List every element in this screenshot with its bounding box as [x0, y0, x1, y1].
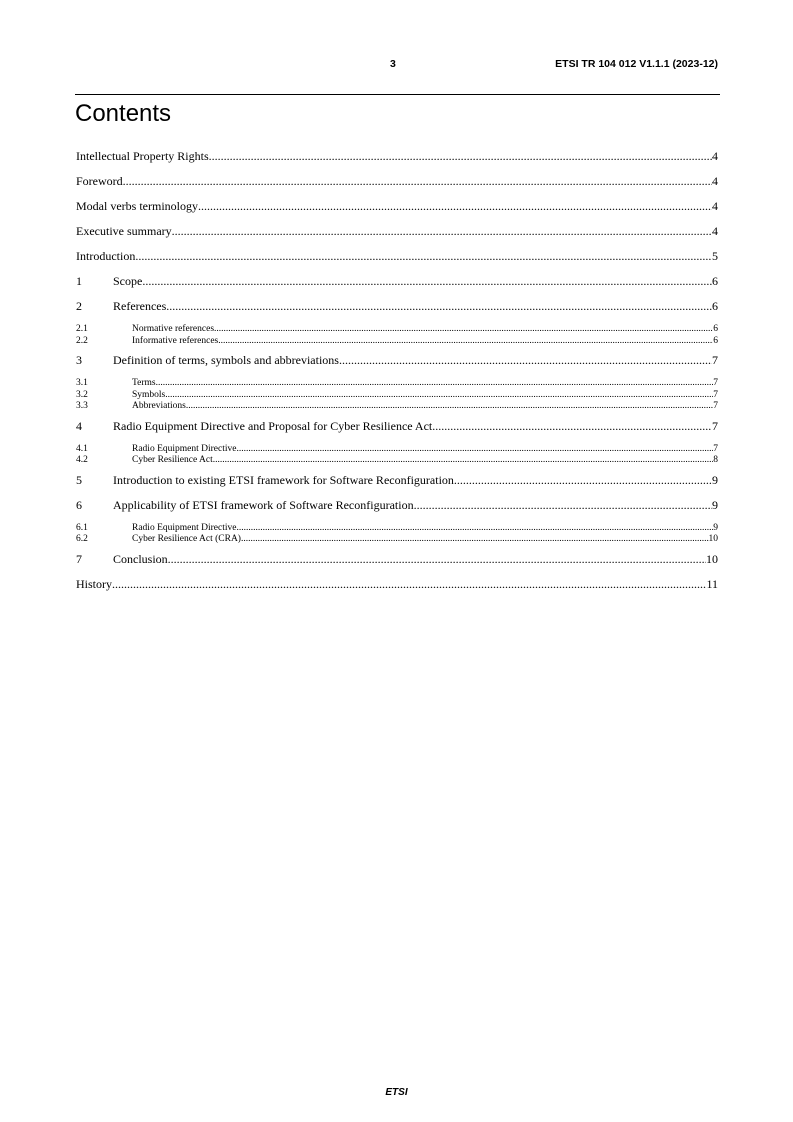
toc-page-number: 4	[712, 174, 718, 188]
toc-label: Introduction to existing ETSI framework for Software Reconfiguration	[113, 472, 454, 487]
toc-leader-dots	[123, 174, 712, 188]
toc-label: Symbols	[132, 389, 166, 400]
toc-label: Radio Equipment Directive	[132, 522, 237, 533]
toc-leader-dots	[172, 224, 712, 238]
toc-label: References	[113, 299, 167, 313]
toc-label: Scope	[113, 274, 143, 288]
toc-page-number: 8	[713, 455, 718, 465]
toc-number: 4.1	[76, 443, 88, 454]
toc-subentry[interactable]	[76, 378, 718, 390]
toc-number: 3.2	[76, 389, 88, 400]
toc-page-number: 6	[712, 274, 718, 288]
toc-leader-dots	[339, 353, 712, 367]
toc-label: Cyber Resilience Act	[132, 455, 213, 465]
toc-leader-dots	[135, 249, 712, 263]
toc-leader-dots	[236, 444, 713, 455]
toc-page-number: 4	[712, 224, 718, 238]
toc-leader-dots	[213, 455, 714, 466]
toc-number: 7	[76, 551, 82, 566]
toc-leader-dots	[156, 378, 714, 389]
toc-leader-dots	[198, 199, 712, 213]
table-of-contents	[76, 149, 718, 602]
toc-entry[interactable]	[76, 274, 718, 299]
toc-entry[interactable]	[76, 577, 718, 602]
toc-leader-dots	[214, 324, 713, 335]
toc-label: Executive summary	[76, 224, 172, 238]
toc-leader-dots	[241, 534, 709, 545]
toc-subentry[interactable]	[76, 336, 718, 354]
toc-leader-dots	[209, 149, 712, 163]
toc-page-number: 11	[706, 576, 718, 591]
toc-number: 2	[76, 299, 82, 313]
toc-leader-dots	[166, 299, 712, 313]
toc-leader-dots	[168, 552, 706, 566]
toc-number: 3.1	[76, 378, 88, 388]
contents-title: Contents	[75, 100, 172, 127]
toc-label: Foreword	[76, 174, 123, 188]
toc-number: 1	[76, 274, 82, 288]
toc-label: Radio Equipment Directive	[132, 443, 237, 454]
footer-etsi: ETSI	[385, 1087, 408, 1098]
toc-number: 4.2	[76, 455, 88, 465]
toc-subentry[interactable]	[76, 523, 718, 535]
toc-leader-dots	[142, 274, 712, 288]
toc-page-number: 6	[713, 324, 718, 334]
toc-number: 3.3	[76, 401, 88, 411]
toc-page-number: 7	[713, 378, 718, 388]
toc-entry[interactable]	[76, 199, 718, 224]
toc-page-number: 9	[712, 497, 718, 512]
toc-page-number: 9	[712, 472, 718, 487]
toc-label: History	[76, 576, 112, 591]
toc-leader-dots	[165, 390, 713, 401]
toc-label: Normative references	[132, 324, 215, 334]
toc-number: 4	[76, 418, 82, 433]
toc-page-number: 10	[706, 551, 718, 566]
toc-leader-dots	[414, 498, 712, 512]
toc-page-number: 6	[713, 335, 718, 346]
toc-leader-dots	[454, 473, 712, 487]
toc-page-number: 4	[712, 199, 718, 213]
toc-number: 6.1	[76, 522, 88, 533]
toc-label: Terms	[132, 378, 156, 388]
toc-entry[interactable]	[76, 419, 718, 444]
toc-number: 5	[76, 472, 82, 487]
toc-page-number: 7	[712, 418, 718, 433]
toc-entry[interactable]	[76, 174, 718, 199]
header-rule	[75, 94, 720, 95]
toc-subentry[interactable]	[76, 455, 718, 473]
toc-entry[interactable]	[76, 473, 718, 498]
toc-page-number: 6	[712, 299, 718, 313]
toc-entry[interactable]	[76, 299, 718, 324]
toc-page-number: 7	[713, 443, 718, 454]
toc-page-number: 10	[708, 534, 718, 544]
toc-leader-dots	[186, 401, 713, 412]
toc-page-number: 7	[713, 401, 718, 411]
toc-label: Definition of terms, symbols and abbreviations	[113, 353, 339, 367]
toc-leader-dots	[432, 419, 712, 433]
toc-number: 6.2	[76, 534, 88, 544]
toc-entry[interactable]	[76, 498, 718, 523]
toc-page-number: 9	[713, 522, 718, 533]
toc-entry[interactable]	[76, 224, 718, 249]
toc-subentry[interactable]	[76, 401, 718, 419]
toc-subentry[interactable]	[76, 444, 718, 456]
toc-subentry[interactable]	[76, 534, 718, 552]
toc-entry[interactable]	[76, 249, 718, 274]
toc-entry[interactable]	[76, 353, 718, 378]
toc-subentry[interactable]	[76, 324, 718, 336]
page-number: 3	[390, 58, 396, 70]
toc-label: Conclusion	[113, 551, 168, 566]
toc-entry[interactable]	[76, 552, 718, 577]
toc-number: 6	[76, 497, 82, 512]
toc-page-number: 5	[712, 249, 718, 263]
toc-label: Informative references	[132, 335, 219, 346]
toc-leader-dots	[112, 577, 706, 591]
toc-label: Abbreviations	[132, 401, 186, 411]
toc-label: Modal verbs terminology	[76, 199, 198, 213]
toc-subentry[interactable]	[76, 390, 718, 402]
toc-label: Intellectual Property Rights	[76, 149, 209, 163]
toc-leader-dots	[218, 336, 713, 347]
toc-leader-dots	[236, 523, 713, 534]
toc-label: Radio Equipment Directive and Proposal for Cyber Resilience Act	[113, 418, 433, 433]
toc-page-number: 4	[712, 149, 718, 163]
toc-number: 2.2	[76, 335, 88, 346]
toc-page-number: 7	[713, 389, 718, 400]
toc-number: 3	[76, 353, 82, 367]
toc-entry[interactable]	[76, 149, 718, 174]
toc-label: Introduction	[76, 249, 136, 263]
toc-number: 2.1	[76, 324, 88, 334]
toc-page-number: 7	[712, 353, 718, 367]
toc-label: Applicability of ETSI framework of Software Reconfiguration	[113, 497, 414, 512]
toc-label: Cyber Resilience Act (CRA)	[132, 534, 241, 544]
document-id: ETSI TR 104 012 V1.1.1 (2023-12)	[555, 58, 718, 70]
